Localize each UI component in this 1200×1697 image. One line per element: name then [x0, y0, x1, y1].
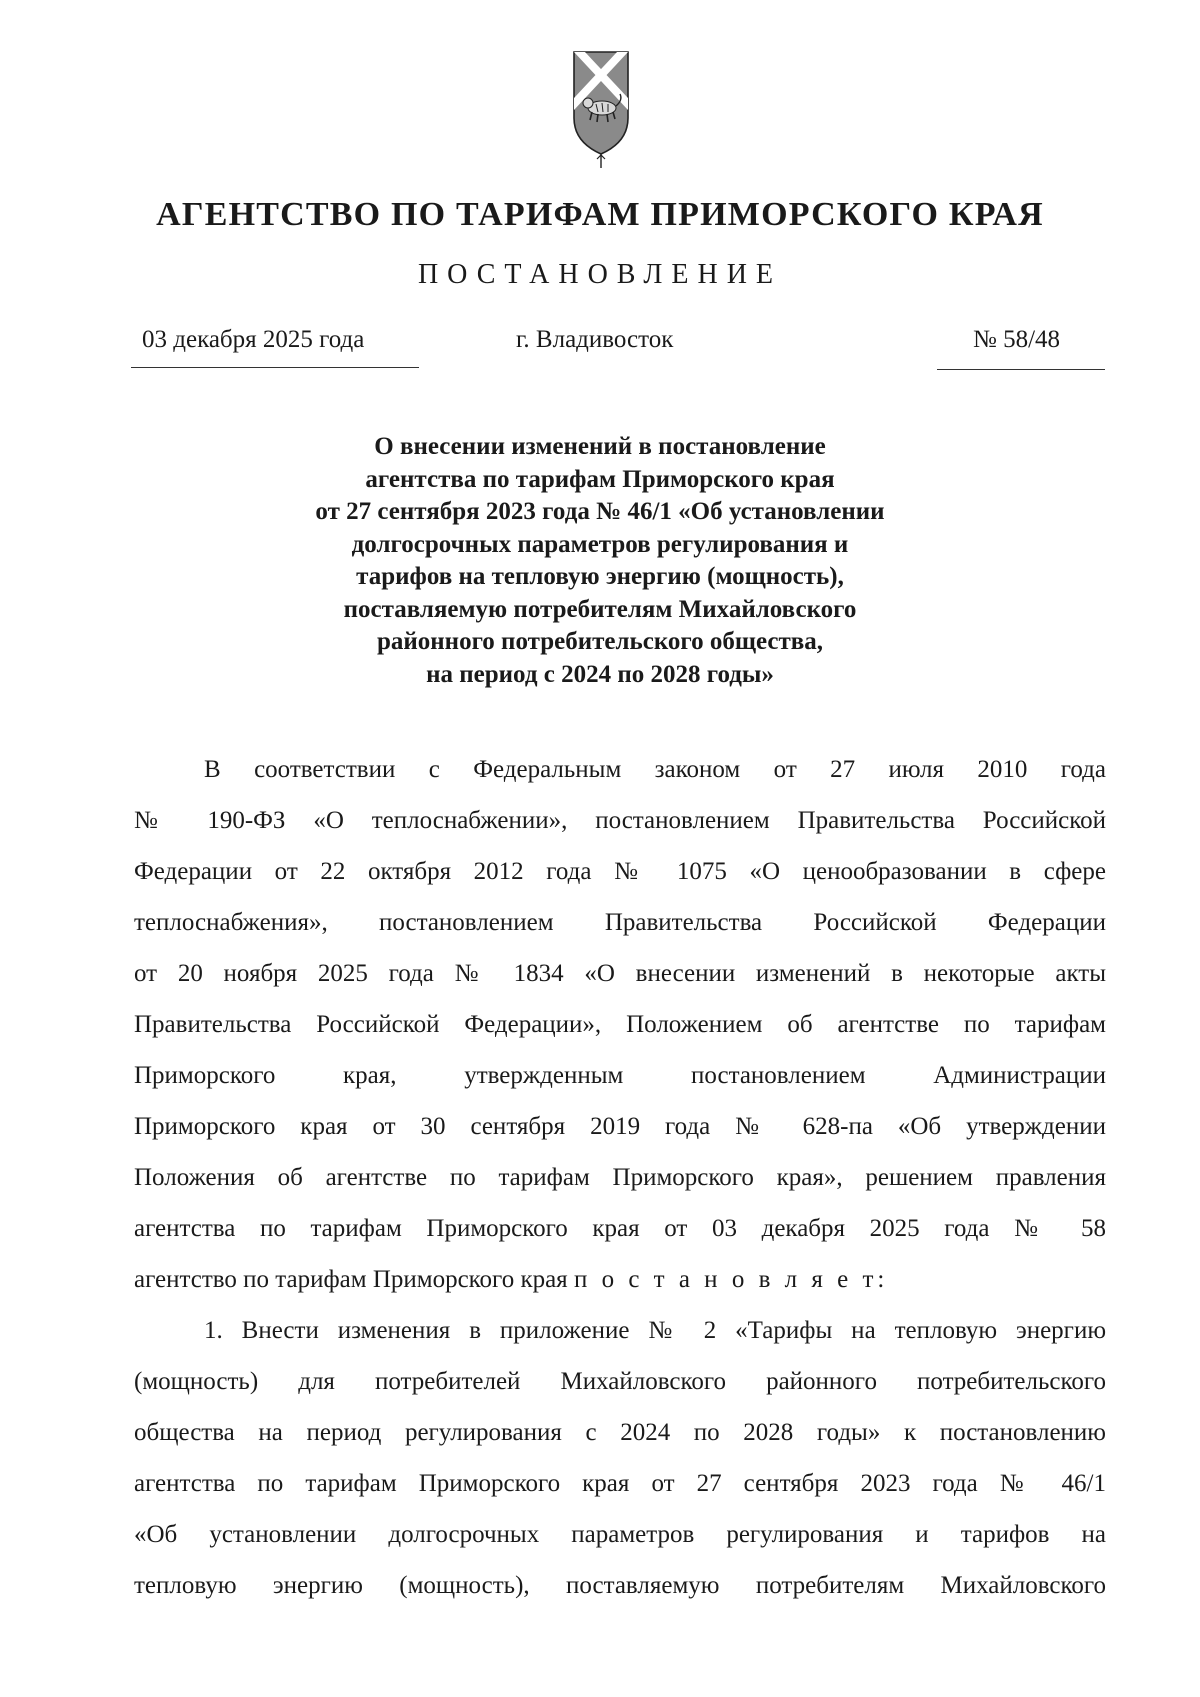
title-line: на период с 2024 по 2028 годы»	[426, 660, 774, 688]
body-line: Федерации от 22 октября 2012 года № 1075 «О ценообразовании в сфере	[134, 858, 1106, 885]
body-line: теплоснабжения», постановлением Правительства Российской Федерации	[134, 909, 1106, 936]
title-line: районного потребительского общества,	[376, 628, 824, 655]
document-number: № 58/48	[973, 326, 1061, 353]
title-line: тарифов на тепловую энергию (мощность),	[356, 563, 844, 590]
body-line: «Об установлении долгосрочных параметров регулирования и тарифов на	[134, 1521, 1106, 1548]
body-line: В соответствии с Федеральным законом от 27 июля 2010 года	[204, 756, 1106, 783]
body-line: агентства по тарифам Приморского края от 03 декабря 2025 года № 58	[134, 1215, 1106, 1242]
body-line: от 20 ноября 2025 года № 1834 «О внесении изменений в некоторые акты	[134, 960, 1106, 987]
body-line: 1. Внести изменения в приложение № 2 «Тарифы на тепловую энергию	[204, 1317, 1106, 1344]
body-line: Положения об агентстве по тарифам Приморского края», решением правления	[134, 1164, 1106, 1191]
body-line: Правительства Российской Федерации», Положением об агентстве по тарифам	[134, 1011, 1106, 1038]
title-line: долгосрочных параметров регулирования и	[351, 530, 849, 558]
title-line: поставляемую потребителям Михайловского	[343, 595, 857, 623]
body-line-resolution	[134, 1266, 1106, 1294]
agency-name: АГЕНТСТВО ПО ТАРИФАМ ПРИМОРСКОГО КРАЯ	[156, 196, 1044, 233]
body-line: Приморского края от 30 сентября 2019 года № 628-па «Об утверждении	[134, 1113, 1106, 1140]
document-type: ПОСТАНОВЛЕНИЕ	[417, 259, 783, 290]
title-line: агентства по тарифам Приморского края	[365, 465, 835, 493]
coat-of-arms-icon	[571, 46, 631, 170]
document-title	[200, 431, 1000, 691]
body-line: (мощность) для потребителей Михайловского районного потребительского	[134, 1368, 1106, 1395]
document-date: 03 декабря 2025 года	[142, 326, 365, 353]
body-line: тепловую энергию (мощность), поставляемую потребителям Михайловского	[134, 1572, 1106, 1599]
body-line: общества на период регулирования с 2024 по 2028 годы» к постановлению	[134, 1419, 1106, 1446]
number-underline	[937, 369, 1105, 370]
resolution-subject: агентство по тарифам Приморского края	[134, 1266, 568, 1293]
resolution-verb: п о с т а н о в л я е т:	[573, 1266, 889, 1293]
document-city: г. Владивосток	[516, 326, 674, 353]
body-line: агентства по тарифам Приморского края от 27 сентября 2023 года № 46/1	[134, 1470, 1106, 1497]
body-line: № 190-ФЗ «О теплоснабжении», постановлением Правительства Российской	[134, 807, 1106, 834]
date-underline	[131, 367, 419, 368]
body-line: Приморского края, утвержденным постановлением Администрации	[134, 1062, 1106, 1089]
title-line: О внесении изменений в постановление	[374, 433, 826, 460]
title-line: от 27 сентября 2023 года № 46/1 «Об установлении	[315, 498, 885, 525]
